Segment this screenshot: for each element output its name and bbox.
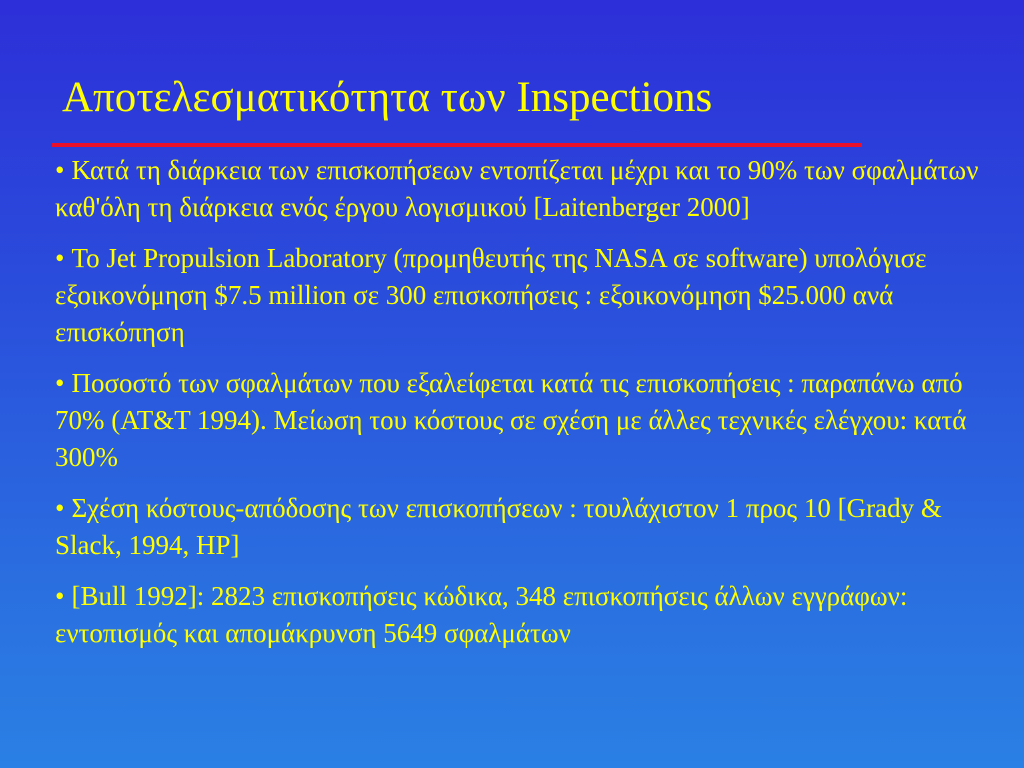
bullet-item: [55, 578, 1010, 652]
bullet-item: [55, 152, 1010, 226]
bullet-item: [55, 490, 1010, 564]
bullet-item: [55, 365, 1010, 476]
bullet-icon: •: [55, 155, 65, 185]
bullet-text: Ποσοστό των σφαλμάτων που εξαλείφεται κατά τις επισκοπήσεις : παραπάνω από 70% (AT&T 1994). Μείωση του κόστους σε σχέση με άλλες τεχνικές ελέγχου: κατά 300%: [55, 368, 967, 472]
bullet-list: [55, 152, 1010, 666]
bullet-icon: •: [55, 368, 65, 398]
bullet-text: Κατά τη διάρκεια των επισκοπήσεων εντοπίζεται μέχρι και το 90% των σφαλμάτων καθ'όλη τη διάρκεια ενός έργου λογισμικού [Laitenberger 2000]: [55, 155, 979, 222]
title-underline: [52, 143, 862, 147]
slide-title: Αποτελεσματικότητα των Inspections: [62, 74, 713, 121]
bullet-item: [55, 240, 1010, 351]
bullet-icon: •: [55, 581, 65, 611]
bullet-icon: •: [55, 493, 65, 523]
bullet-icon: •: [55, 243, 65, 273]
bullet-text: Το Jet Propulsion Laboratory (προμηθευτής της NASA σε software) υπολόγισε εξοικονόμηση $7.5 million σε 300 επισκοπήσεις : εξοικονόμηση $25.000 ανά επισκόπηση: [55, 243, 927, 347]
bullet-text: Σχέση κόστους-απόδοσης των επισκοπήσεων : τουλάχιστον 1 προς 10 [Grady & Slack, 1994, HP]: [55, 493, 942, 560]
bullet-text: [Bull 1992]: 2823 επισκοπήσεις κώδικα, 348 επισκοπήσεις άλλων εγγράφων: εντοπισμός και απομάκρυνση 5649 σφαλμάτων: [55, 581, 908, 648]
